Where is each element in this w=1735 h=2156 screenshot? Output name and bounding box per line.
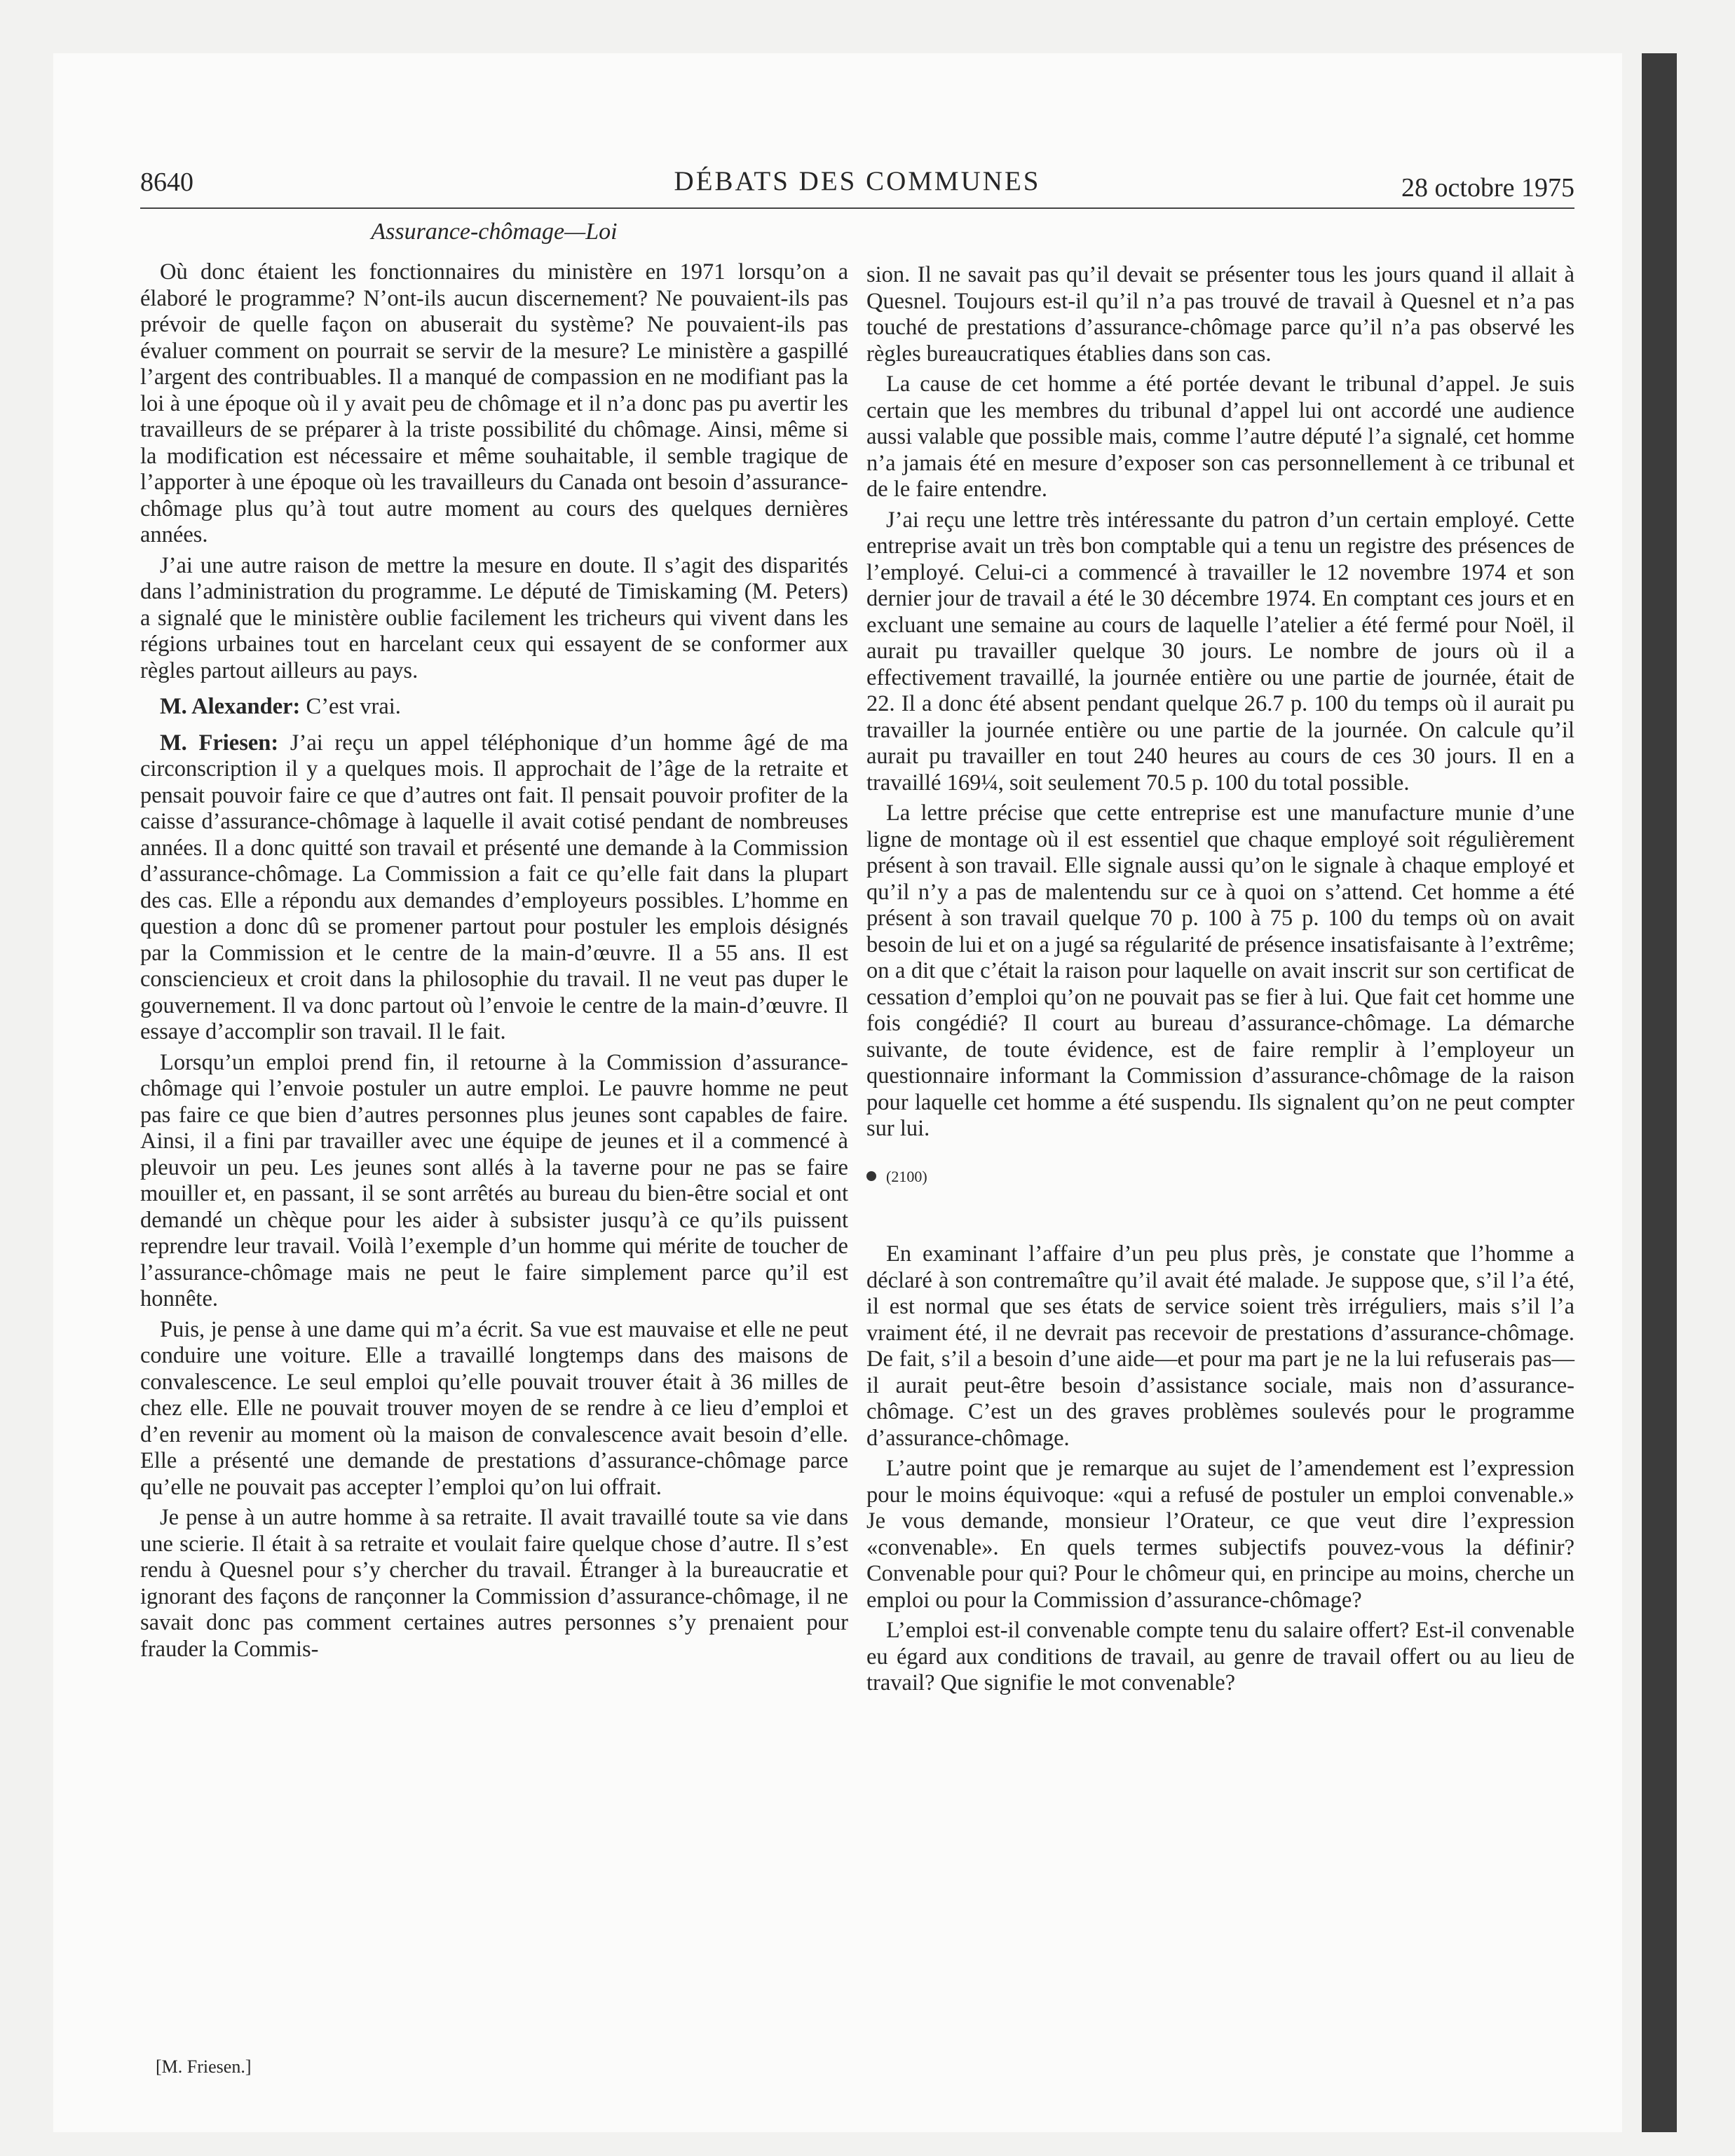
paragraph: Lorsqu’un emploi prend fin, il retourne à la Commission d’assurance-chômage qui l’envoie postuler un autre emploi. Le pauvre homme ne peut pas faire ce que bien d’autres personnes plus jeunes sont capables de faire. Ainsi, il a fini par travailler avec une équipe de jeunes et il a commencé à pleuvoir un peu. Les jeunes sont allés à la taverne pour ne pas se faire mouiller et, en passant, il se sont arrêtés au bureau du bien-être social et ont demandé un chèque pour les aider à subsister jusqu’à ce qu’ils puissent reprendre leur travail. Voilà l’exemple d’un homme qui mérite de toucher de l’assurance-chômage mais ne peut le faire simplement parce qu’il est honnête. xyxy=(140,1049,848,1311)
speech-friesen xyxy=(140,730,848,1046)
time-marker xyxy=(866,1164,1574,1190)
left-column xyxy=(140,259,848,1667)
speech-text: C’est vrai. xyxy=(306,694,401,719)
section-subtitle: Assurance-chômage—Loi xyxy=(371,219,618,245)
page-header xyxy=(140,165,1574,209)
paragraph-continued: sion. Il ne savait pas qu’il devait se présenter tous les jours quand il allait à Quesnel. Toujours est-il qu’il n’a pas trouvé de travail à Quesnel et n’a pas touché de prestations d’assurance-chômage parce qu’il n’a pas observé les règles bureaucratiques établies dans son cas. xyxy=(866,262,1574,367)
paragraph: Où donc étaient les fonctionnaires du ministère en 1971 lorsqu’on a élaboré le programme? N’ont-ils aucun discernement? Ne pouvaient-ils pas prévoir de quelle façon on abuserait du système? Ne pouvaient-ils pas évaluer comment on pourrait se servir de la mesure? Le ministère a gaspillé l’argent des contribuables. Il a manqué de compassion en ne modifiant pas la loi à une époque où il y avait peu de chômage et il n’a donc pas pu avertir les travailleurs de se préparer à la triste possibilité du chômage. Ainsi, même si la modification est nécessaire et même souhaitable, il semble tragique de l’apporter à une époque où les travailleurs du Canada ont besoin d’assurance-chômage plus qu’à tout autre moment au cours des quelques dernières années. xyxy=(140,259,848,547)
paragraph: Je pense à un autre homme à sa retraite. Il avait travaillé toute sa vie dans une scierie. Il était à sa retraite et voulait faire quelque chose d’autre. Il s’est rendu à Quesnel pour s’y chercher du travail. Étranger à la bureaucratie et ignorant des façons de rançonner la Commission d’assurance-chômage, il ne savait donc pas comment certaines autres personnes s’y prenaient pour frauder la Commis- xyxy=(140,1505,848,1662)
speaker-footer-note: [M. Friesen.] xyxy=(156,2056,252,2077)
paragraph: Puis, je pense à une dame qui m’a écrit. Sa vue est mauvaise et elle ne peut conduire une voiture. Elle a travaillé longtemps dans des maisons de convalescence. Le seul emploi qu’elle pouvait trouver était à 36 milles de chez elle. Elle ne pouvait trouver moyen de se rendre à ce lieu d’emploi et d’en revenir au moment où la maison de convalescence avait besoin d’elle. Elle a présenté une demande de prestations d’assurance-chômage parce qu’elle ne pouvait pas accepter l’emploi qu’on lui offrait. xyxy=(140,1316,848,1500)
time-marker-text: (2100) xyxy=(886,1167,927,1185)
publication-title: DÉBATS DES COMMUNES xyxy=(674,166,1041,196)
paragraph: L’autre point que je remarque au sujet de l’amendement est l’expression pour le moins équivoque: «qui a refusé de postuler un emploi convenable.» Je vous demande, monsieur l’Orateur, ce que veut dire l’expression «convenable». En quels termes subjectifs pouvez-vous la définir? Convenable pour qui? Pour le chômeur qui, en principe au moins, cherche un emploi ou pour la Commission d’assurance-chômage? xyxy=(866,1456,1574,1613)
paragraph: La cause de cet homme a été portée devant le tribunal d’appel. Je suis certain que les membres du tribunal d’appel lui ont accordé une audience aussi valable que possible mais, comme l’autre député l’a signalé, cet homme n’a jamais été en mesure d’exposer son cas personnellement à ce tribunal et de le faire entendre. xyxy=(866,371,1574,502)
speaker-name: M. Friesen: xyxy=(160,730,279,756)
paragraph: L’emploi est-il convenable compte tenu du salaire offert? Est-il convenable eu égard aux conditions de travail, au genre de travail offert ou au lieu de travail? Que signifie le mot convenable? xyxy=(866,1618,1574,1696)
paragraph: La lettre précise que cette entreprise est une manufacture munie d’une ligne de montage où il est essentiel que chaque employé soit régulièrement présent à son travail. Elle signale aussi qu’on le signale à chaque employé et qu’il n’y a pas de malentendu sur ce à quoi on s’attend. Cet homme a été présent à son travail quelque 70 p. 100 à 75 p. 100 du temps où on avait besoin de lui et on a jugé sa régularité de présence insatisfaisante à l’extrême; on a dit que c’était la raison pour laquelle on avait inscrit sur son certificat de cessation d’emploi qu’on ne pouvait pas se fier à lui. Que fait cet homme une fois congédié? Il court au bureau d’assurance-chômage. La démarche suivante, de toute évidence, est de faire remplir à l’employeur un questionnaire informant la Commission d’assurance-chômage de la raison pour laquelle cet homme a été suspendu. Ils signalent qu’on ne peut compter sur lui. xyxy=(866,800,1574,1141)
right-column xyxy=(866,262,1574,1701)
paragraph: J’ai reçu une lettre très intéressante du patron d’un certain employé. Cette entreprise avait un très bon comptable qui a tenu un registre des présences de l’employé. Celui-ci a commencé à travailler le 12 novembre 1974 et son dernier jour de travail a été le 30 décembre 1974. En comptant ces jours et en excluant une semaine au cours de laquelle l’atelier a été fermé pour Noël, il aurait pu travailler quelque 30 jours. Le nombre de jours où il a effectivement travaillé, la journée entière ou une partie de journée, était de 22. Il a donc été absent pendant quelque 26.7 p. 100 du temps où il aurait pu travailler la journée entière ou une partie de la journée. On calcule qu’il aurait pu travailler en tout 240 heures au cours de ces 30 jours. Il en a travaillé 169¼, soit seulement 70.5 p. 100 du total possible. xyxy=(866,507,1574,796)
page-number: 8640 xyxy=(140,168,193,197)
paragraph: J’ai une autre raison de mettre la mesure en doute. Il s’agit des disparités dans l’administration du programme. Le député de Timiskaming (M. Peters) a signalé que le ministère oublie facilement les tricheurs qui vivent dans les régions urbaines tout en harcelant ceux qui essayent de se conformer aux règles partout ailleurs au pays. xyxy=(140,552,848,683)
bullet-icon xyxy=(866,1171,876,1181)
paragraph: En examinant l’affaire d’un peu plus près, je constate que l’homme a déclaré à son contremaître qu’il avait été malade. Je suppose que, s’il l’a été, il est normal que ses états de service soient très irréguliers, mais s’il l’a vraiment été, il ne devrait pas recevoir de prestations d’assurance-chômage. De fait, s’il a besoin d’une aide—et pour ma part je ne la lui refuserais pas—il aurait peut-être besoin d’assistance sociale, mais non d’assurance-chômage. C’est un des graves problèmes soulevés pour le programme d’assurance-chômage. xyxy=(866,1241,1574,1451)
speaker-name: M. Alexander: xyxy=(160,694,301,719)
speech-text: J’ai reçu un appel téléphonique d’un homme âgé de ma circonscription il y a quelques mois. Il approchait de l’âge de la retraite et pensait pouvoir faire ce que d’autres ont fait. Il pensait pouvoir profiter de la caisse d’assurance-chômage à laquelle il avait cotisé pendant de nombreuses années. Il a donc quitté son travail et présenté une demande à la Commission d’assurance-chômage. La Commission a fait ce qu’elle fait dans la plupart des cas. Elle a répondu aux demandes d’employeurs possibles. L’homme en question a donc dû se promener partout pour postuler les emplois désignés par la Commission et le centre de la main-d’œuvre. Il a 55 ans. Il est consciencieux et croit dans la philosophie du travail. Il ne veut pas duper le gouvernement. Il va donc partout où l’envoie le centre de la main-d’œuvre. Il essaye d’accomplir son travail. Il le fait. xyxy=(140,730,848,1044)
speech-alexander xyxy=(140,694,848,721)
binding-edge xyxy=(1642,53,1677,2132)
publication-date: 28 octobre 1975 xyxy=(1401,173,1574,203)
